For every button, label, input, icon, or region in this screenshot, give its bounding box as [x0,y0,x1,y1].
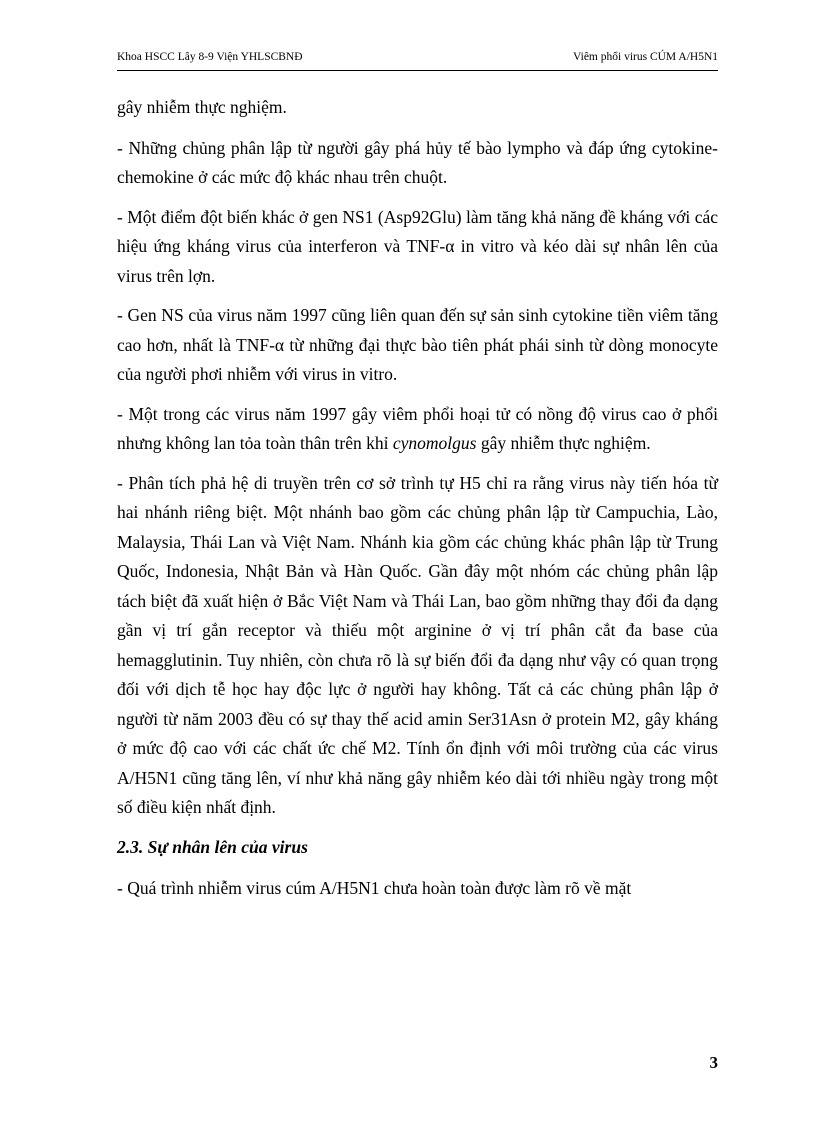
paragraph-continuation: gây nhiễm thực nghiệm. [117,97,287,117]
paragraph-ns-gene: - Gen NS của virus năm 1997 cũng liên quan đến sự sản sinh cytokine tiền viêm tăng cao hơn, nhất là TNF-α từ những đại thực bào tiên phát phái sinh từ dòng monocyte của người phơi nhiễm với virus in vitro. [117,305,718,384]
section-heading: 2.3. Sự nhân lên của virus [117,836,308,857]
header-divider [117,70,718,71]
page-number: 3 [709,1053,718,1072]
paragraph-lymphocyte: - Những chủng phân lập từ người gây phá hủy tế bào lympho và đáp ứng cytokine-chemokine ở các mức độ khác nhau trên chuột. [117,137,718,187]
paragraph-necrotic-pneumonia [117,400,718,459]
body-text [117,93,718,914]
header-right-text: Viêm phổi virus CÚM A/H5N1 [573,51,718,63]
paragraph-ns1-mutation: - Một điểm đột biến khác ở gen NS1 (Asp92Glu) làm tăng khả năng đề kháng với các hiệu ứng kháng virus của interferon và TNF-α in vitro và kéo dài sự nhân lên của virus trên lợn. [117,206,718,286]
paragraph-text: gây nhiễm thực nghiệm. [476,433,651,453]
paragraph-text: - Một trong các virus năm 1997 gây viêm phổi hoại tử có nồng độ virus cao ở phổi nhưng không lan tỏa toàn thân trên khỉ [117,403,718,453]
header-left-text: Khoa HSCC Lây 8-9 Viện YHLSCBNĐ [117,51,303,63]
paragraph-replication: - Quá trình nhiễm virus cúm A/H5N1 chưa hoàn toàn được làm rõ về mặt [117,878,632,898]
species-name: cynomolgus [392,433,477,453]
paragraph-phylogeny: - Phân tích phả hệ di truyền trên cơ sở trình tự H5 chỉ ra rằng virus này tiến hóa từ hai nhánh riêng biệt. Một nhánh bao gồm các chủng phân lập từ Campuchia, Lào, Malaysia, Thái Lan và Việt Nam. Nhánh kia gồm các chủng khác phân lập từ Trung Quốc, Indonesia, Nhật Bản và Hàn Quốc. Gần đây một nhóm các chủng phân lập tách biệt đã xuất hiện ở Bắc Việt Nam và Thái Lan, bao gồm những thay đổi đa dạng gần vị trí gắn receptor và thiếu một arginine ở vị trí phân cắt đa base của hemagglutinin. Tuy nhiên, còn chưa rõ là sự biến đổi đa dạng như vậy có quan trọng đối với dịch tễ học hay độc lực ở người hay không. Tất cả các chủng phân lập ở người từ năm 2003 đều có sự thay thế acid amin Ser31Asn ở protein M2, gây kháng ở mức độ cao với các chất ức chế M2. Tính ổn định với môi trường của các virus A/H5N1 cũng tăng lên, ví như khả năng gây nhiễm kéo dài tới nhiều ngày trong một số điều kiện nhất định. [117,472,718,817]
running-header [117,48,718,66]
